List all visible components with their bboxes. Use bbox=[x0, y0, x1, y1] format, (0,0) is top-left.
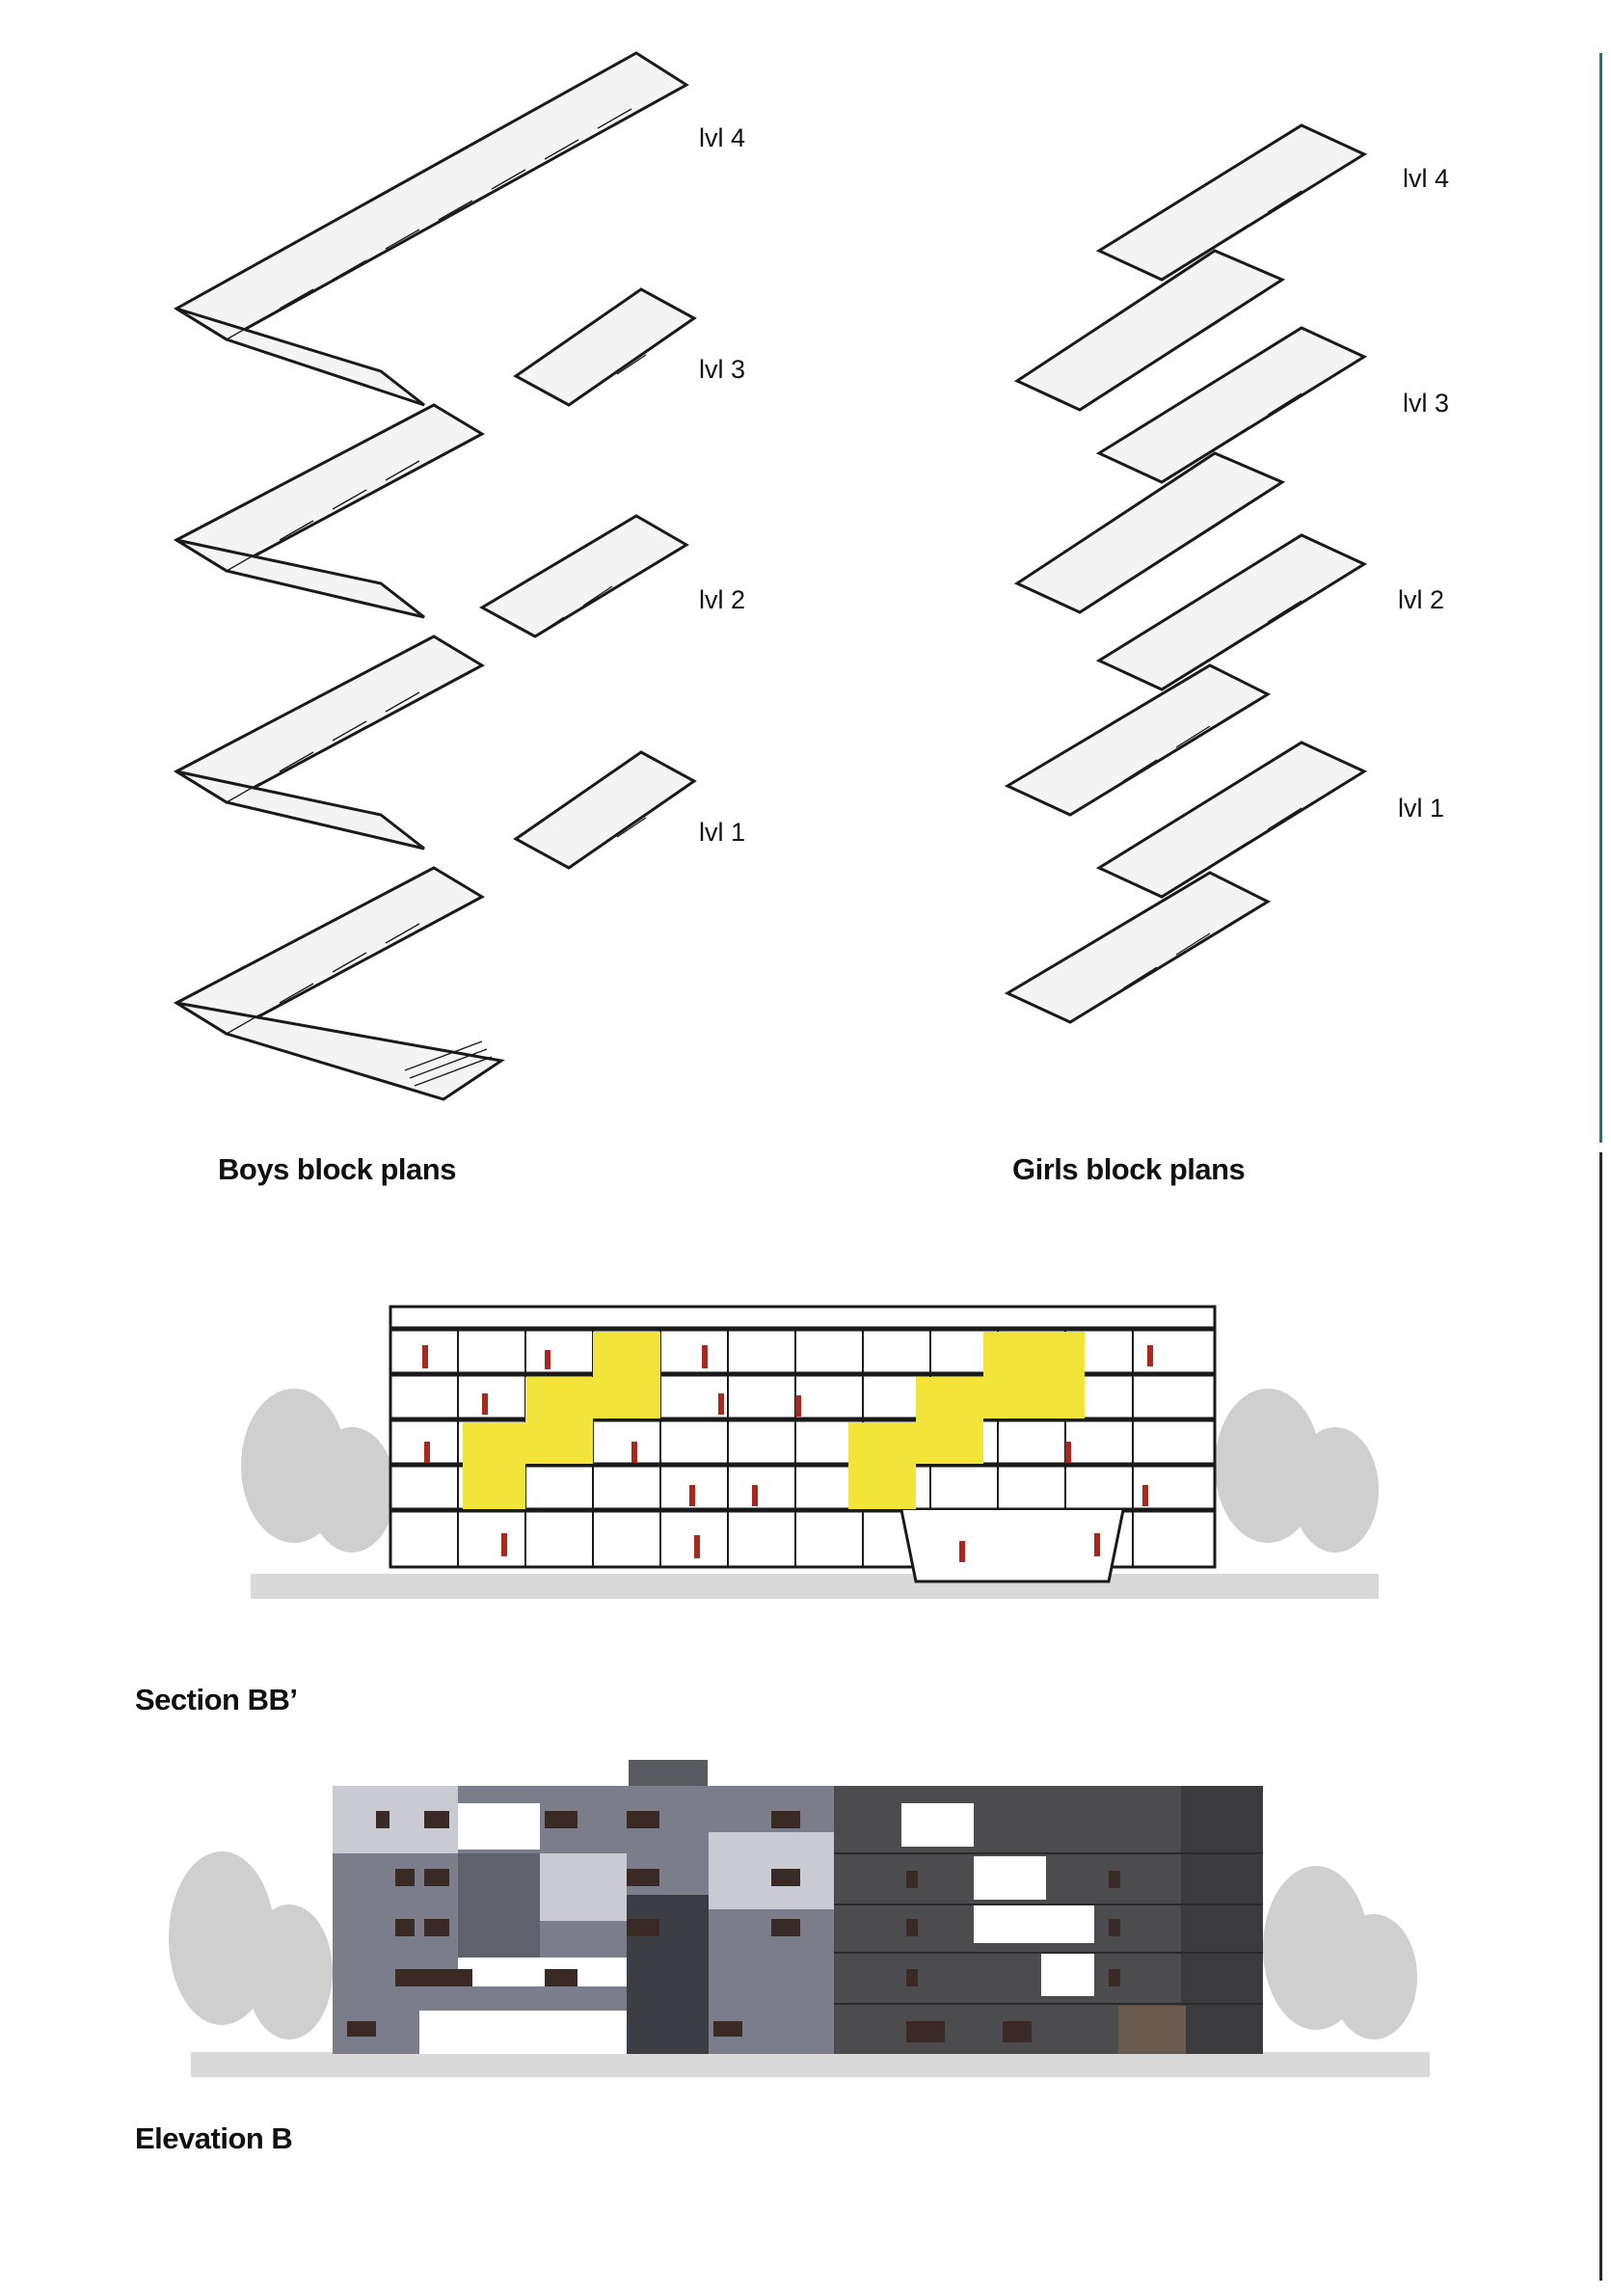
girls-level-2-label: lvl 2 bbox=[1398, 585, 1445, 614]
boys-level-4-label: lvl 4 bbox=[699, 123, 746, 152]
boys-block-caption: Boys block plans bbox=[218, 1152, 456, 1186]
elevation-caption: Elevation B bbox=[135, 2121, 293, 2155]
boys-level-1-label: lvl 1 bbox=[699, 818, 746, 847]
girls-level-3-label: lvl 3 bbox=[1403, 389, 1450, 418]
girls-level-4-label: lvl 4 bbox=[1403, 164, 1450, 193]
boys-level-2-label: lvl 2 bbox=[699, 585, 746, 614]
boys-level-3-label: lvl 3 bbox=[699, 355, 746, 384]
section-caption: Section BB’ bbox=[135, 1683, 298, 1716]
girls-level-1-label: lvl 1 bbox=[1398, 794, 1445, 823]
girls-block-caption: Girls block plans bbox=[1012, 1152, 1246, 1186]
